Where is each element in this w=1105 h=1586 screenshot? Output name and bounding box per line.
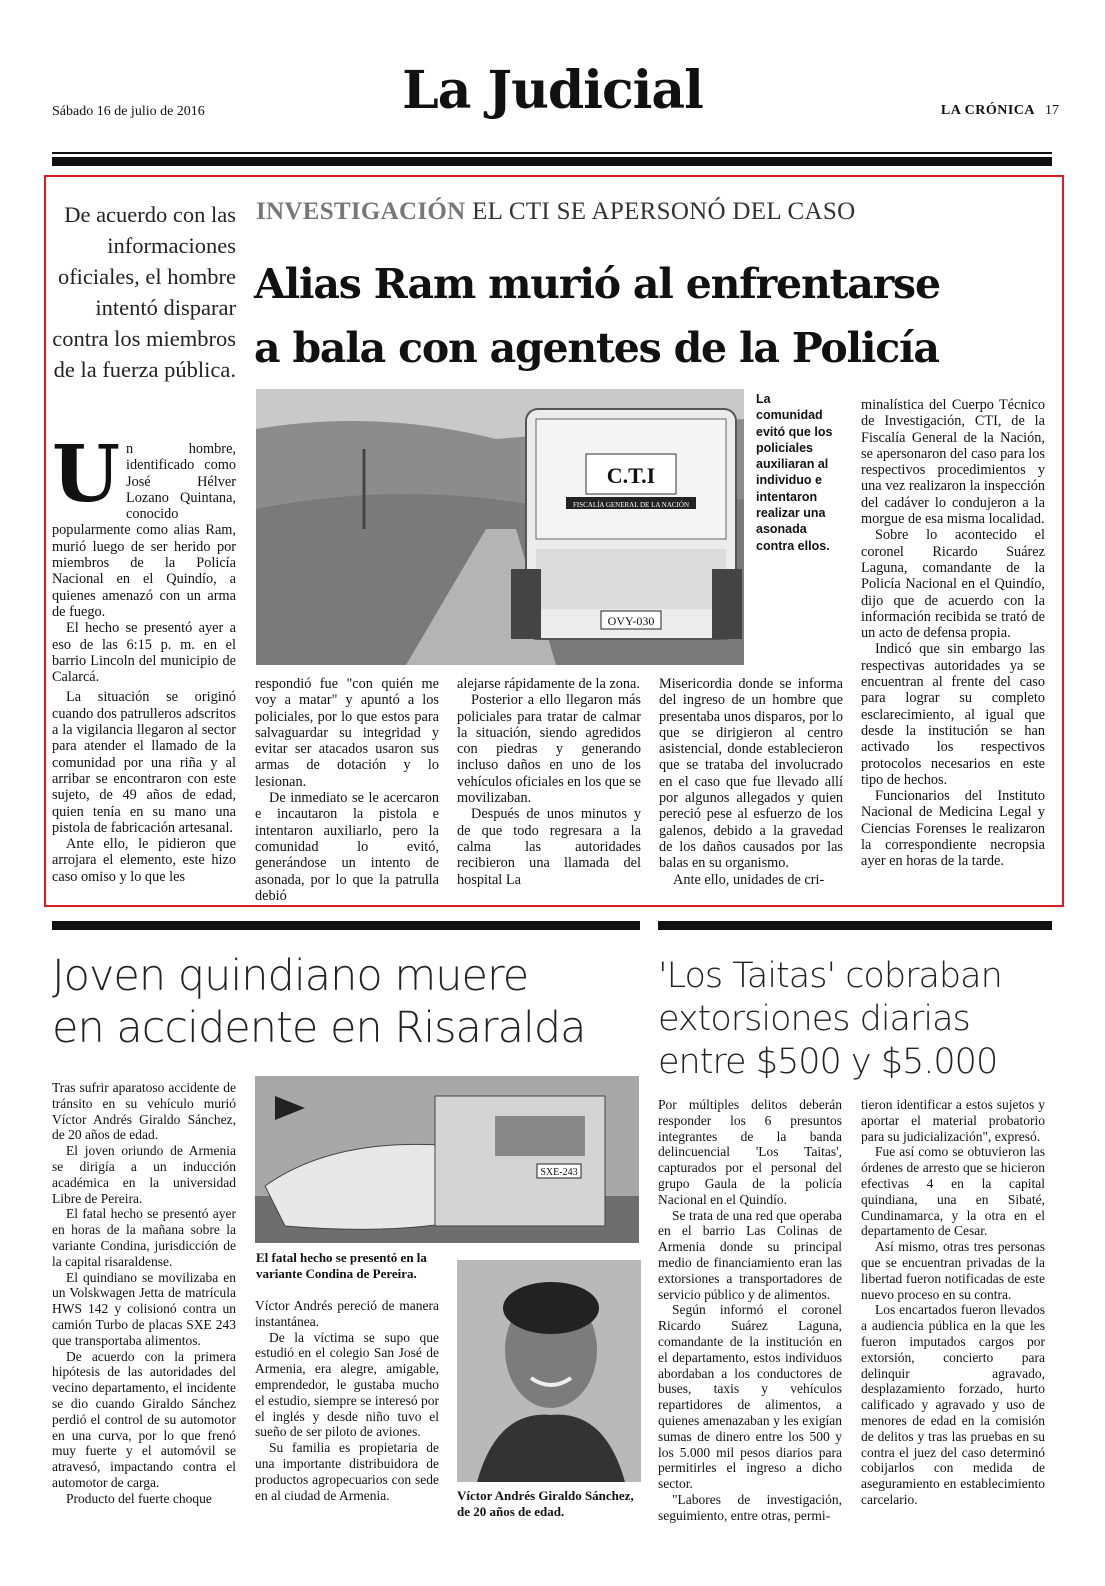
paragraph: Ante ello, le pidieron que arrojara el elemento, este hizo caso omiso y lo que les (52, 836, 236, 885)
paragraph: tieron identificar a estos sujetos y aportar el material probatorio para su judicialización", expresó. (861, 1097, 1045, 1144)
main-column-2 (255, 676, 439, 904)
paragraph: Su familia es propietaria de una importante distribuidora de productos agropecuarios con sede en al ciudad de Armenia. (255, 1440, 439, 1503)
headline-line-2: a bala con agentes de la Policía (254, 324, 939, 372)
main-headline (254, 252, 1054, 380)
truck-cti-label: C.T.I (606, 463, 656, 488)
story2-headline-line-2: en accidente en Risaralda (52, 1003, 586, 1053)
accident-photo (255, 1076, 639, 1243)
story-kicker (256, 198, 855, 226)
portrait-caption: Víctor Andrés Giraldo Sánchez, de 20 años de edad. (457, 1488, 634, 1519)
story3-headline-line-1: 'Los Taitas' cobraban (658, 956, 1002, 996)
paragraph: "Labores de investigación, seguimiento, entre otras, permi- (658, 1491, 842, 1523)
drop-cap: U (52, 429, 121, 520)
paragraph: Por múltiples delitos deberán responder los 6 presuntos integrantes de la banda delincuencial 'Los Taitas', capturados por el personal del grupo Gaula de la policía Nacional en el Quindío. (658, 1097, 842, 1207)
paragraph: Indicó que sin embargo las respectivas autoridades ya se encuentran al frente del caso para lograr su completo esclarecimiento, al igual que desde la institución se han activado los respectivos protocolos necesarios en este tipo de hechos. (861, 641, 1045, 788)
story2-column-2 (255, 1298, 439, 1503)
page-number: 17 (1045, 103, 1059, 118)
issue-date: Sábado 16 de julio de 2016 (52, 104, 205, 119)
paragraph: De inmediato se le acercaron e incautaron la pistola e intentaron auxiliarlo, pero la comunidad lo evitó, generándose un intento de asonada, por lo que la patrulla debió (255, 790, 439, 904)
portrait-illustration (457, 1260, 641, 1482)
kicker-label: INVESTIGACIÓN (256, 198, 466, 225)
paragraph: La situación se originó cuando dos patrulleros adscritos a la vigilancia llegaron al sector para atender el llamado de la comunidad por una riña y al arribar se encontraron con este sujeto, de 49 años de edad, quien tenía en su mano una pistola de fabricación artesanal. (52, 689, 236, 836)
cti-truck-illustration (256, 389, 744, 665)
paragraph: De acuerdo con la primera hipótesis de las autoridades del vecino departamento, el incidente se dio cuando Giraldo Sánchez perdió el control de su automotor en una curva, por lo que frenó muy fuerte y el automóvil se atravesó, impactando contra el automotor de carga. (52, 1348, 236, 1490)
paragraph: El joven oriundo de Armenia se dirigía a un inducción académica en la universidad Libre de Pereira. (52, 1143, 236, 1206)
paragraph: Después de unos minutos y de que todo regresara a la calma las autoridades recibieron una llamada del hospital La (457, 806, 641, 888)
main-column-3 (457, 676, 641, 888)
accident-photo-caption: El fatal hecho se presentó en la variante Condina de Pereira. (256, 1250, 427, 1281)
story2-headline-line-1: Joven quindiano muere (52, 951, 529, 1001)
header-divider-thick (52, 157, 1052, 166)
paragraph: De la víctima se supo que estudió en el colegio San José de Armenia, era alegre, amigable, emprendedor, le gustaba mucho el estudio, siempre se interesó por el inglés y desde niño tuvo el sueño de ser piloto de aviones. (255, 1329, 439, 1440)
story3-column-1 (658, 1097, 842, 1524)
newspaper-brand: LA CRÓNICA (940, 103, 1035, 118)
paragraph: Ante ello, unidades de cri- (673, 871, 825, 888)
headline-line-1: Alias Ram murió al enfrentarse (254, 260, 940, 308)
victim-portrait (457, 1260, 641, 1482)
main-column-4 (659, 676, 843, 888)
paragraph: El hecho se presentó ayer a eso de las 6:15 p. m. en el barrio Lincoln del municipio de Calarcá. (52, 620, 236, 686)
paragraph: Se trata de una red que operaba en el barrio Las Colinas de Armenia donde su principal medio de financiamiento eran las extorsiones a transportadores de servicio público y de alimentos. (658, 1207, 842, 1302)
kicker-text: EL CTI SE APERSONÓ DEL CASO (472, 198, 856, 225)
paragraph: El fatal hecho se presentó ayer en horas de la mañana sobre la variante Condina, jurisdicción de la capital risaraldense. (52, 1206, 236, 1269)
main-column-5 (861, 397, 1045, 870)
accident-truck-plate: SXE-243 (540, 1167, 578, 1178)
paragraph: Tras sufrir aparatoso accidente de tránsito en su vehículo murió Víctor Andrés Giraldo Sánchez, de 20 años de edad. (52, 1080, 236, 1143)
paragraph: Producto del fuerte choque (66, 1490, 212, 1506)
main-column-1 (52, 429, 236, 885)
paragraph: Funcionarios del Instituto Nacional de Medicina Legal y Ciencias Forenses le realizaron la correspondiente necropsia ayer en horas de la tarde. (861, 788, 1045, 870)
truck-fiscalia-label: FISCALÍA GENERAL DE LA NACIÓN (572, 501, 690, 509)
story2-divider (52, 921, 640, 930)
story3-divider (658, 921, 1052, 930)
paragraph: Fue así como se obtuvieron las órdenes de arresto que se hicieron efectivas 4 en la capital quindiana, una en Sibaté, Cundinamarca, y la otra en el departamento de Cesar. (861, 1144, 1045, 1239)
truck-plate: OVY-030 (607, 614, 655, 628)
paragraph: Sobre lo acontecido el coronel Ricardo Suárez Laguna, comandante de la Policía Nacional en el Quindío, dijo que de acuerdo con la información recibida se trató de un acto de defensa propia. (861, 527, 1045, 642)
paragraph: respondió fue "con quién me voy a matar" y apuntó a los policiales, por lo que estos para salvaguardar su integridad y evitar ser atacados usaron sus armas de dotación y lo lesionan. (255, 676, 439, 790)
header-divider-thin (52, 152, 1052, 154)
story3-headline-line-2: extorsiones diarias (658, 999, 970, 1039)
paragraph: n hombre, identificado como José Hélver Lozano Quintana, conocido popularmente como alias Ram, murió luego de ser herido por miembros de la Policía Nacional en el Quindío, a quienes amenazó con un arma de fuego. (52, 441, 236, 620)
paragraph: alejarse rápidamente de la zona. (457, 676, 640, 692)
pull-quote: De acuerdo con las informaciones oficiales, el hombre intentó disparar contra los miembros de la fuerza pública. (52, 202, 236, 382)
paragraph: El quindiano se movilizaba en un Volskwagen Jetta de matrícula HWS 142 y colisionó contra un camión Turbo de placas SXE 243 que transportaba alimentos. (52, 1269, 236, 1348)
accident-illustration (255, 1076, 639, 1243)
cti-truck-photo (256, 389, 744, 665)
paragraph: Posterior a ello llegaron más policiales para tratar de calmar la situación, siendo agredidos con piedras y generando incluso daños en uno de los vehículos oficiales en los que se movilizaban. (457, 692, 641, 807)
paragraph: Misericordia donde se informa del ingreso de un hombre que presentaba unos disparos, por lo que se dirigieron al centro asistencial, donde establecieron que se trataba del involucrado en el caso que fue llevado allí por algunos allegados y quien pereció pese al esfuerzo de los galenos, debido a la gravedad de los daños causados por las balas en su organismo. (659, 676, 843, 872)
story3-headline (658, 955, 1052, 1084)
story2-headline (52, 950, 642, 1054)
paragraph: Según informó el coronel Ricardo Suárez Laguna, comandante de la institución en el departamento, estos individuos abordaban a los conductores de buses, taxis y vehículos repartidores de alimentos, a quienes amenazaban y les exigían sumas de dinero entre los 500 y los 5.000 mil pesos diarios para permitirles el ingreso a dicho sector. (658, 1302, 842, 1492)
paragraph: minalística del Cuerpo Técnico de Investigación, CTI, de la Fiscalía General de la Nación, se apersonaron del caso para los respectivos procedimientos y una vez realizaron la inspección del cadáver lo condujeron a la morgue de esa misma localidad. (861, 397, 1045, 528)
section-title: La Judicial (402, 60, 703, 121)
story3-column-2 (861, 1097, 1045, 1508)
paragraph: Así mismo, otras tres personas que se encuentran privadas de la libertad fueron notificadas de este nuevo proceso en su contra. (861, 1239, 1045, 1302)
story3-headline-line-3: entre $500 y $5.000 (658, 1042, 998, 1082)
paragraph: Los encartados fueron llevados a audiencia pública en la que les fueron imputados cargos por extorsión, concierto para delinquir agravado, desplazamiento forzado, hurto calificado y agravado y uso de menores de edad en la comisión de delitos y tras las pruebas en su contra el juez del caso determinó cobijarlos con medida de aseguramiento en establecimiento carcelario. (861, 1302, 1045, 1507)
story2-column-1 (52, 1080, 236, 1507)
paragraph: Víctor Andrés pereció de manera instantánea. (255, 1298, 439, 1329)
photo-caption: La comunidad evitó que los policiales auxiliaran al individuo e intentaron realizar una asonada contra ellos. (756, 392, 833, 553)
